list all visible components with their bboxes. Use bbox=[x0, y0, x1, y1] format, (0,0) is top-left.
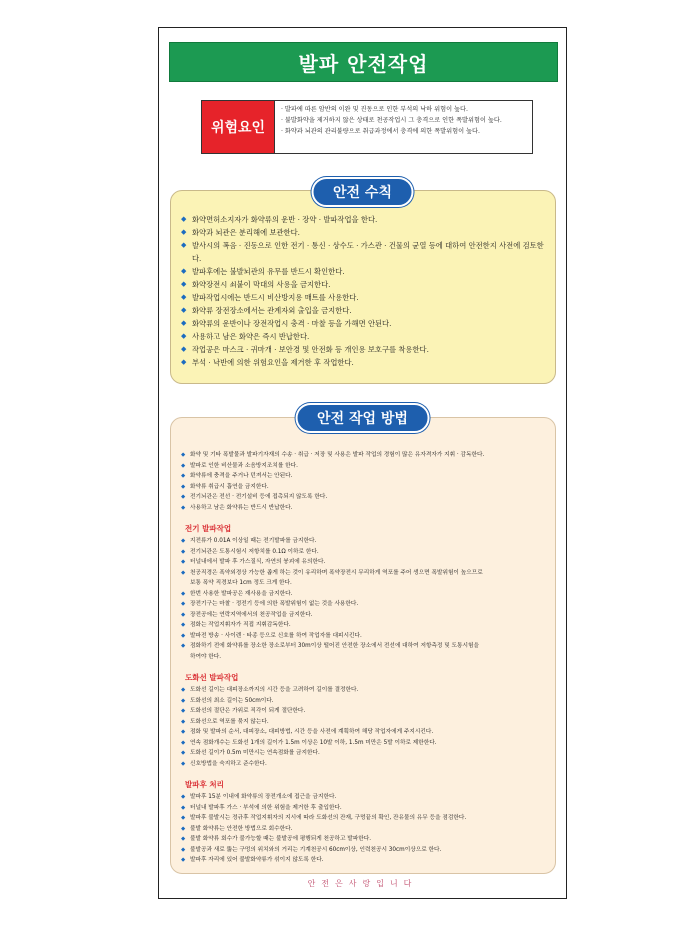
list-item-text: 전기뇌관은 전선 · 전기설비 등에 접촉되지 않도록 한다. bbox=[190, 494, 328, 500]
diamond-bullet-icon: ◆ bbox=[181, 857, 186, 863]
list-item-text: 터널내 발파후 가스 · 부석에 의한 위험을 제거한 후 출입한다. bbox=[190, 804, 342, 811]
diamond-bullet-icon: ◆ bbox=[181, 569, 186, 576]
hazard-list bbox=[275, 101, 532, 153]
list-item-text: 화약면허소지자가 화약류의 운반 · 장약 · 발파작업을 한다. bbox=[192, 215, 378, 224]
list-item-text: 하여야 한다. bbox=[190, 653, 222, 660]
list-item-text: 장전공에는 연락지역에서의 천공작업을 금지한다. bbox=[190, 611, 313, 618]
list-item bbox=[181, 536, 547, 547]
list-item-text: 발사시의 폭음 · 진동으로 인한 전기 · 통신 · 상수도 · 가스관 · 건물의 균열 등에 대하여 안전한지 사전에 검토한다. bbox=[192, 241, 544, 263]
list-item-text: 도화선의 최소 길이는 50cm이다. bbox=[190, 697, 274, 704]
diamond-bullet-icon: ◆ bbox=[181, 697, 186, 704]
list-item-text: 점화하기 전에 화약류를 장소한 장소로부터 30m이상 떨어진 안전한 장소에서 전선에 대하여 저항측정 및 도통시험을 bbox=[190, 643, 480, 649]
list-item bbox=[181, 356, 547, 369]
general-methods-list bbox=[181, 450, 547, 513]
list-item bbox=[181, 547, 547, 558]
list-item-text: 도화선으로 역포를 묶지 않는다. bbox=[190, 718, 269, 725]
list-item bbox=[181, 803, 547, 814]
list-item bbox=[181, 492, 547, 503]
list-item-text: 화약류 장전장소에서는 관계자외 출입을 금지한다. bbox=[192, 306, 352, 315]
list-item bbox=[181, 461, 547, 472]
diamond-bullet-icon: ◆ bbox=[181, 319, 187, 327]
list-item bbox=[181, 748, 547, 759]
electric-blasting-list bbox=[181, 536, 547, 662]
list-item-text: 터널내에서 발파 후 가스질식, 자연의 붕괴에 유의한다. bbox=[190, 559, 326, 565]
list-item-text: 연속 점화개수는 도화선 1개의 길이가 1.5m 이상은 10발 이하, 1.5m 미만은 5발 이하로 제한한다. bbox=[190, 739, 437, 746]
diamond-bullet-icon: ◆ bbox=[181, 739, 186, 746]
safety-poster bbox=[158, 27, 567, 899]
diamond-bullet-icon: ◆ bbox=[181, 267, 187, 275]
list-item-text: 발파로 인한 비산물과 소음방지조치를 한다. bbox=[190, 462, 298, 469]
diamond-bullet-icon: ◆ bbox=[181, 215, 187, 223]
list-item-text: 화약과 뇌관은 분리해에 보관한다. bbox=[192, 228, 300, 237]
diamond-bullet-icon: ◆ bbox=[181, 794, 186, 800]
safety-rules-heading: 안전 수칙 bbox=[311, 177, 414, 207]
list-item-text: 부석 · 낙반에 의한 위험요인을 제거한 후 작업한다. bbox=[192, 358, 354, 367]
list-item bbox=[181, 620, 547, 631]
list-item bbox=[181, 855, 547, 866]
list-item bbox=[181, 641, 547, 652]
diamond-bullet-icon: ◆ bbox=[181, 632, 186, 639]
list-item-text: 불발 화약류 회수가 불가능할 때는 불발공에 평행되게 천공하고 발파한다. bbox=[190, 836, 372, 842]
list-item bbox=[181, 813, 547, 824]
diamond-bullet-icon: ◆ bbox=[181, 825, 186, 832]
list-item-text: 사용하고 남은 화약은 즉시 반납한다. bbox=[192, 332, 310, 341]
list-item bbox=[181, 727, 547, 738]
diamond-bullet-icon: ◆ bbox=[181, 228, 187, 236]
list-item-text: 불발 화약류는 안전한 방법으로 회수한다. bbox=[190, 825, 293, 832]
list-item-text: 화약류 취급시 흡연을 금지한다. bbox=[190, 483, 269, 490]
diamond-bullet-icon: ◆ bbox=[181, 548, 186, 555]
list-item bbox=[181, 213, 547, 226]
safe-work-methods-heading: 안전 작업 방법 bbox=[295, 403, 430, 433]
list-item bbox=[181, 610, 547, 621]
list-item bbox=[181, 652, 547, 663]
diamond-bullet-icon: ◆ bbox=[181, 538, 186, 544]
diamond-bullet-icon: ◆ bbox=[181, 611, 186, 618]
list-item bbox=[181, 278, 547, 291]
list-item bbox=[181, 226, 547, 239]
hazard-item: · 불발화약을 제거하지 않은 상태로 천공작업시 그 충격으로 인한 폭발위험이 높다. bbox=[281, 117, 502, 124]
diamond-bullet-icon: ◆ bbox=[181, 306, 187, 314]
list-item-text: 화약류의 운반이나 장전작업시 충격 · 마찰 등을 가해면 안된다. bbox=[192, 319, 392, 328]
post-blasting-list bbox=[181, 792, 547, 866]
list-item-text: 발파전 방송 · 사이렌 · 타종 등으로 신호를 하여 작업자를 대피시킨다. bbox=[190, 632, 362, 639]
list-item bbox=[181, 589, 547, 600]
list-item-text: 장전기구는 마찰 · 정전기 등에 의한 폭발위험이 없는 것을 사용한다. bbox=[190, 601, 359, 607]
list-item-text: 사용하고 남은 화약류는 반드시 반납한다. bbox=[190, 504, 293, 511]
safety-rules-list bbox=[181, 213, 547, 369]
diamond-bullet-icon: ◆ bbox=[181, 473, 186, 479]
diamond-bullet-icon bbox=[181, 578, 190, 589]
list-item bbox=[181, 685, 547, 696]
diamond-bullet-icon: ◆ bbox=[181, 729, 186, 735]
list-item bbox=[181, 696, 547, 707]
list-item-text: 도화선 길이는 대피장소까지의 시간 등을 고려하여 길이를 결정한다. bbox=[190, 687, 359, 693]
list-item bbox=[181, 343, 547, 356]
diamond-bullet-icon: ◆ bbox=[181, 452, 186, 458]
footer-slogan: 안전은사랑입니다 bbox=[307, 879, 418, 888]
hazard-box bbox=[201, 100, 533, 154]
diamond-bullet-icon: ◆ bbox=[181, 559, 186, 565]
list-item-text: 작업공은 마스크 · 귀마개 · 보안경 및 안전화 등 개인용 보호구를 착용한다. bbox=[192, 345, 429, 354]
list-item-text: 발파작업시에는 반드시 비산방지용 매트를 사용한다. bbox=[192, 293, 359, 302]
list-item bbox=[181, 304, 547, 317]
diamond-bullet-icon: ◆ bbox=[181, 590, 186, 597]
diamond-bullet-icon: ◆ bbox=[181, 815, 186, 821]
list-item bbox=[181, 792, 547, 803]
methods-content bbox=[181, 450, 547, 866]
list-item bbox=[181, 834, 547, 845]
diamond-bullet-icon: ◆ bbox=[181, 462, 186, 469]
list-item-text: 화약 및 기타 폭발물과 발파기자재의 수송 · 취급 · 저장 및 사용은 발파 작업의 경험이 많은 유자격자가 지휘 · 감독한다. bbox=[190, 452, 485, 458]
list-item-text: 발파후 불발시는 정규후 작업지휘자의 지시에 따라 도화선의 잔재, 구멍끝의 확인, 잔유물의 유무 등을 점검한다. bbox=[190, 815, 467, 821]
list-item bbox=[181, 824, 547, 835]
diamond-bullet-icon: ◆ bbox=[181, 760, 186, 767]
safety-rules-box bbox=[170, 190, 556, 384]
list-item bbox=[181, 578, 547, 589]
list-item-text: 화약장전시 쇠붙이 막대의 사용을 금지한다. bbox=[192, 280, 331, 289]
list-item bbox=[181, 291, 547, 304]
diamond-bullet-icon: ◆ bbox=[181, 483, 186, 490]
diamond-bullet-icon: ◆ bbox=[181, 804, 186, 811]
list-item bbox=[181, 450, 547, 461]
list-item-text: 한번 사용한 발파공은 재사용을 금지한다. bbox=[190, 590, 293, 597]
diamond-bullet-icon: ◆ bbox=[181, 241, 187, 249]
diamond-bullet-icon: ◆ bbox=[181, 687, 186, 693]
diamond-bullet-icon: ◆ bbox=[181, 601, 186, 607]
diamond-bullet-icon: ◆ bbox=[181, 718, 186, 725]
diamond-bullet-icon: ◆ bbox=[181, 280, 187, 288]
list-item-text: 신호방법을 숙지하고 준수한다. bbox=[190, 760, 267, 767]
diamond-bullet-icon: ◆ bbox=[181, 345, 187, 353]
post-blasting-heading: 발파후 처리 bbox=[185, 780, 224, 789]
list-item-text: 불발공과 새로 뚫는 구멍의 위치와의 거리는 기계천공시 60cm이상, 인력천공시 30cm이상으로 한다. bbox=[190, 846, 442, 853]
page-title: 발파 안전작업 bbox=[169, 42, 558, 82]
hazard-label: 위험요인 bbox=[202, 101, 275, 153]
list-item bbox=[181, 738, 547, 749]
diamond-bullet-icon: ◆ bbox=[181, 622, 186, 628]
diamond-bullet-icon: ◆ bbox=[181, 846, 186, 853]
list-item bbox=[181, 330, 547, 343]
diamond-bullet-icon: ◆ bbox=[181, 504, 186, 511]
list-item bbox=[181, 706, 547, 717]
diamond-bullet-icon: ◆ bbox=[181, 494, 186, 500]
hazard-item: · 화약과 뇌관의 관리불량으로 취급과정에서 충격에 의한 폭발위험이 높다. bbox=[281, 128, 480, 135]
diamond-bullet-icon: ◆ bbox=[181, 750, 186, 756]
list-item bbox=[181, 265, 547, 278]
electric-blasting-heading: 전기 발파작업 bbox=[185, 524, 232, 533]
list-item bbox=[181, 471, 547, 482]
list-item bbox=[181, 482, 547, 493]
safe-work-methods-box bbox=[170, 417, 556, 874]
diamond-bullet-icon: ◆ bbox=[181, 643, 186, 649]
list-item-text: 발파후 15분 이내에 화약류의 장전개소에 접근을 금지한다. bbox=[190, 794, 337, 800]
diamond-bullet-icon: ◆ bbox=[181, 293, 187, 301]
list-item bbox=[181, 717, 547, 728]
list-item bbox=[181, 759, 547, 770]
list-item-text: 천공직경은 폭약외경상 가능한 좁게 하는 것이 유리하며 폭약장전시 무리하게 역포를 주어 생으면 폭발위험이 높으므로 bbox=[190, 569, 483, 576]
list-item-text: 도화선의 절단은 가위로 직각이 되게 절단한다. bbox=[190, 708, 306, 714]
list-item-text: 도화선 길이가 0.5m 미만시는 연속점화를 금지한다. bbox=[190, 750, 320, 756]
list-item-text: 점화는 작업지휘자가 직접 지휘감독한다. bbox=[190, 622, 291, 628]
list-item-text: 발파후에는 불발뇌관의 유무를 반드시 확인한다. bbox=[192, 267, 345, 276]
list-item bbox=[181, 557, 547, 568]
list-item-text: 발파후 자리에 있어 불발화약류가 섞이지 않도록 한다. bbox=[190, 857, 324, 863]
diamond-bullet-icon: ◆ bbox=[181, 358, 187, 366]
hazard-item: · 발파에 따른 암반의 이완 및 진동으로 인한 부석의 낙하 위험이 높다. bbox=[281, 106, 468, 113]
fuse-blasting-heading: 도화선 발파작업 bbox=[185, 673, 239, 682]
list-item-text: 점화 및 발파의 순서, 대피장소, 대피방법, 시간 등을 사전에 계획하여 해당 작업자에게 주지시킨다. bbox=[190, 729, 434, 735]
diamond-bullet-icon bbox=[181, 652, 190, 663]
list-item-text: 화약류에 충격을 주거나 던져서는 안된다. bbox=[190, 473, 293, 479]
list-item bbox=[181, 599, 547, 610]
diamond-bullet-icon: ◆ bbox=[181, 332, 187, 340]
diamond-bullet-icon: ◆ bbox=[181, 708, 186, 714]
list-item bbox=[181, 317, 547, 330]
list-item-text: 전기뇌관은 도통시험시 저항치를 0.1Ω 이하로 한다. bbox=[190, 548, 319, 555]
list-item-text: 보통 폭약 직경보다 1cm 정도 크게 한다. bbox=[190, 580, 292, 586]
fuse-blasting-list bbox=[181, 685, 547, 769]
diamond-bullet-icon: ◆ bbox=[181, 836, 186, 842]
list-item-text: 지전류가 0.01A 이상일 때는 전기발파를 금지한다. bbox=[190, 538, 317, 544]
list-item bbox=[181, 239, 547, 265]
list-item bbox=[181, 503, 547, 514]
list-item bbox=[181, 568, 547, 579]
list-item bbox=[181, 845, 547, 856]
list-item bbox=[181, 631, 547, 642]
